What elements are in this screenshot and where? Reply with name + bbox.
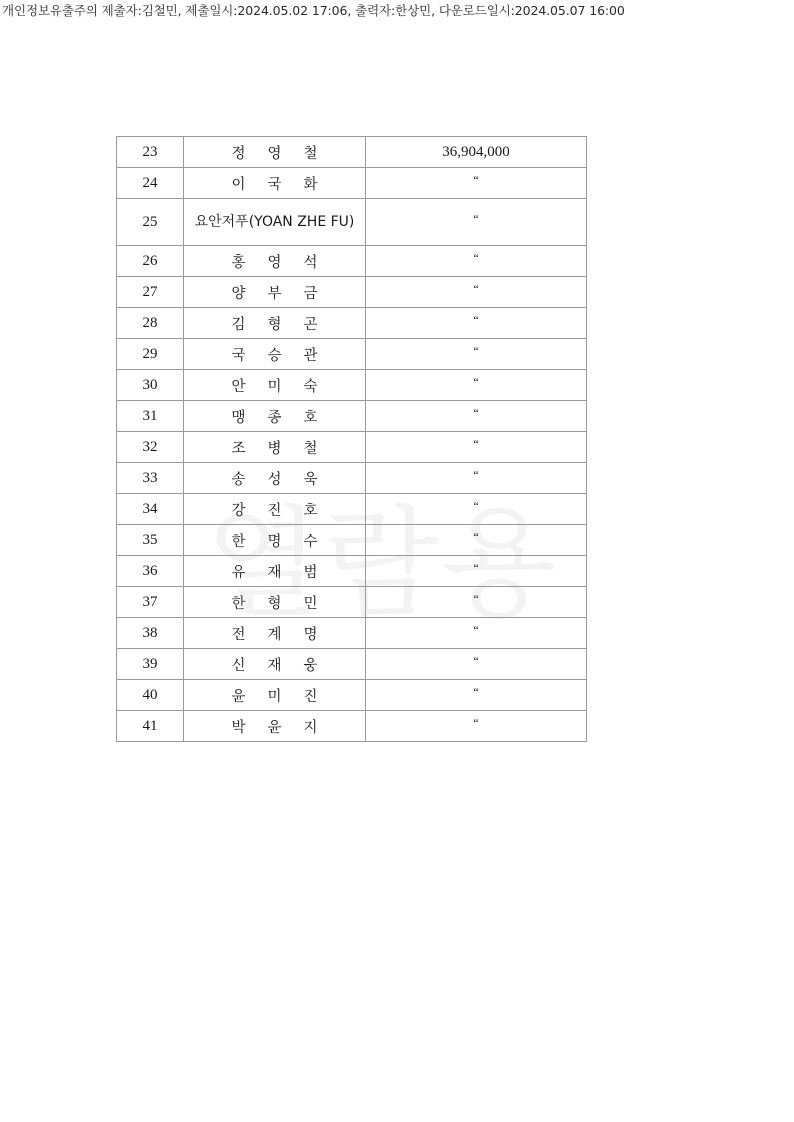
amount-cell	[366, 339, 587, 370]
amount-cell	[366, 525, 587, 556]
ditto-mark: “	[473, 374, 479, 389]
creditor-name-cell	[184, 432, 366, 463]
creditor-name-cell	[184, 587, 366, 618]
creditor-name: 홍영석	[231, 254, 340, 271]
table-row	[117, 277, 587, 308]
creditor-name-cell	[184, 277, 366, 308]
creditor-name-cell	[184, 401, 366, 432]
row-number: 24	[117, 168, 184, 199]
creditor-name: 국승관	[231, 347, 340, 364]
creditor-name-cell	[184, 680, 366, 711]
amount-cell	[366, 649, 587, 680]
row-number: 23	[117, 137, 184, 168]
creditor-name: 송성욱	[231, 471, 340, 488]
creditor-amount-table	[116, 136, 587, 742]
creditor-name-cell	[184, 618, 366, 649]
creditor-name: 전계명	[231, 626, 340, 643]
creditor-name: 한형민	[231, 595, 340, 612]
creditor-name: 조병철	[231, 440, 340, 457]
row-number: 34	[117, 494, 184, 525]
row-number: 36	[117, 556, 184, 587]
ditto-mark: “	[473, 405, 479, 420]
table-body	[117, 137, 587, 742]
row-number: 28	[117, 308, 184, 339]
creditor-name: 강진호	[231, 502, 340, 519]
row-number: 29	[117, 339, 184, 370]
table-row	[117, 587, 587, 618]
creditor-name-cell	[184, 649, 366, 680]
amount-cell	[366, 680, 587, 711]
creditor-name: 유재범	[231, 564, 340, 581]
amount-cell	[366, 711, 587, 742]
creditor-name: 요안저푸(YOAN ZHE FU)	[194, 213, 355, 230]
table-row	[117, 711, 587, 742]
table-row	[117, 370, 587, 401]
ditto-mark: “	[473, 653, 479, 668]
table-row	[117, 137, 587, 168]
creditor-name: 이국화	[231, 176, 340, 193]
row-number: 32	[117, 432, 184, 463]
row-number: 39	[117, 649, 184, 680]
creditor-name-cell	[184, 308, 366, 339]
amount-value: 36,904,000	[442, 143, 510, 160]
amount-cell	[366, 246, 587, 277]
row-number: 33	[117, 463, 184, 494]
creditor-name-cell	[184, 463, 366, 494]
amount-cell	[366, 463, 587, 494]
table-row	[117, 494, 587, 525]
amount-cell	[366, 168, 587, 199]
creditor-name-cell	[184, 556, 366, 587]
amount-cell	[366, 401, 587, 432]
creditor-name-cell	[184, 168, 366, 199]
creditor-name: 맹종호	[231, 409, 340, 426]
table-row	[117, 168, 587, 199]
creditor-name: 김형곤	[231, 316, 340, 333]
amount-cell	[366, 556, 587, 587]
creditor-name: 안미숙	[231, 378, 340, 395]
row-number: 35	[117, 525, 184, 556]
table-row	[117, 308, 587, 339]
row-number: 41	[117, 711, 184, 742]
creditor-name: 양부금	[231, 285, 340, 302]
amount-cell	[366, 137, 587, 168]
row-number: 30	[117, 370, 184, 401]
amount-cell	[366, 618, 587, 649]
amount-cell	[366, 277, 587, 308]
amount-cell	[366, 587, 587, 618]
ditto-mark: “	[473, 684, 479, 699]
leak-warning-header: 개인정보유출주의 제출자:김철민, 제출일시:2024.05.02 17:06, 출력자:한상민, 다운로드일시:2024.05.07 16:00	[2, 3, 625, 18]
ditto-mark: “	[473, 715, 479, 730]
table-row	[117, 401, 587, 432]
amount-cell	[366, 199, 587, 246]
creditor-name-cell	[184, 525, 366, 556]
creditor-name: 박윤지	[231, 719, 340, 736]
creditor-name-cell	[184, 370, 366, 401]
row-number: 26	[117, 246, 184, 277]
ditto-mark: “	[473, 281, 479, 296]
creditor-name-cell	[184, 246, 366, 277]
table-row	[117, 246, 587, 277]
table-row	[117, 463, 587, 494]
ditto-mark: “	[473, 172, 479, 187]
row-number: 31	[117, 401, 184, 432]
row-number: 38	[117, 618, 184, 649]
amount-cell	[366, 494, 587, 525]
ditto-mark: “	[473, 498, 479, 513]
ditto-mark: “	[473, 250, 479, 265]
table-row	[117, 432, 587, 463]
ditto-mark: “	[473, 591, 479, 606]
creditor-name: 윤미진	[231, 688, 340, 705]
amount-cell	[366, 370, 587, 401]
table-row	[117, 556, 587, 587]
table-row	[117, 649, 587, 680]
row-number: 25	[117, 199, 184, 246]
creditor-name: 한명수	[231, 533, 340, 550]
table-row	[117, 339, 587, 370]
row-number: 37	[117, 587, 184, 618]
ditto-mark: “	[473, 436, 479, 451]
table-row	[117, 525, 587, 556]
ditto-mark: “	[473, 343, 479, 358]
row-number: 27	[117, 277, 184, 308]
table-row	[117, 199, 587, 246]
creditor-name: 신재웅	[231, 657, 340, 674]
creditor-name-cell	[184, 137, 366, 168]
ditto-mark: “	[473, 211, 479, 226]
creditor-name-cell	[184, 339, 366, 370]
row-number: 40	[117, 680, 184, 711]
ditto-mark: “	[473, 529, 479, 544]
amount-cell	[366, 432, 587, 463]
creditor-name-cell	[184, 199, 366, 246]
amount-cell	[366, 308, 587, 339]
ditto-mark: “	[473, 312, 479, 327]
ditto-mark: “	[473, 622, 479, 637]
ditto-mark: “	[473, 467, 479, 482]
creditor-name-cell	[184, 711, 366, 742]
table-row	[117, 680, 587, 711]
ditto-mark: “	[473, 560, 479, 575]
creditor-name: 정영철	[231, 145, 340, 162]
table-row	[117, 618, 587, 649]
creditor-name-cell	[184, 494, 366, 525]
